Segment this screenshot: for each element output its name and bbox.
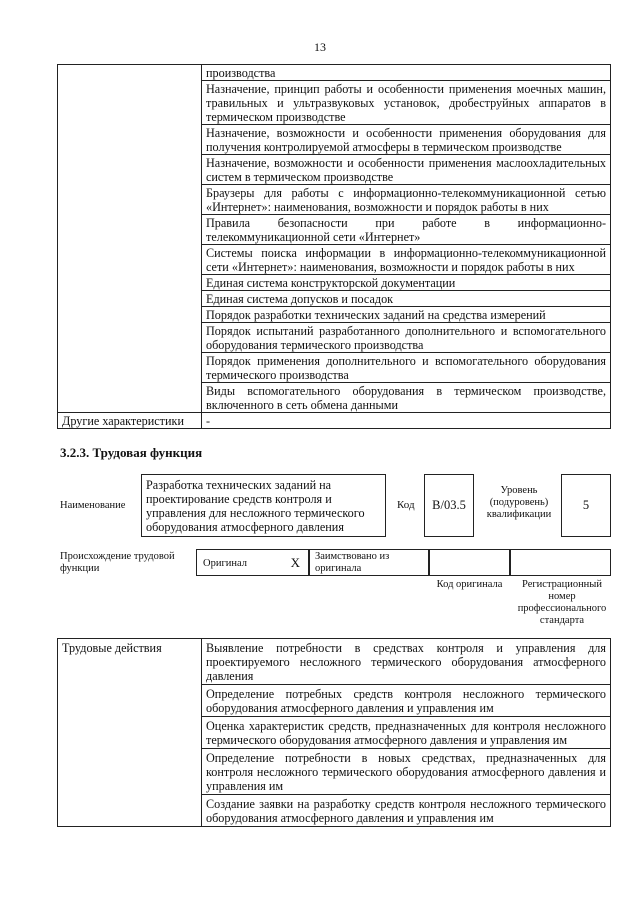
knowledge-item: Браузеры для работы с информационно-телекоммуникационной сетью «Интернет»: наименования, возможности и порядок работы в них <box>202 185 611 215</box>
table-row <box>58 65 611 81</box>
other-characteristics-value: - <box>202 413 611 429</box>
reg-number-label: Регистрационный номер профессионального стандарта <box>517 579 607 626</box>
knowledge-item: Виды вспомогательного оборудования в термическом производстве, включенного в сеть обмена данными <box>202 383 611 413</box>
labor-action-item: Выявление потребности в средствах контроля и управления для проектируемого несложного термического оборудования атмосферного давления <box>202 639 611 685</box>
table-row <box>58 413 611 429</box>
knowledge-item: Порядок разработки технических заданий на средства измерений <box>202 307 611 323</box>
borrowed-box: Заимствовано из оригинала <box>309 549 429 576</box>
original-label: Оригинал <box>203 558 247 569</box>
labor-action-item: Определение потребных средств контроля несложного термического оборудования атмосферного давления и управления им <box>202 685 611 717</box>
knowledge-item: Единая система допусков и посадок <box>202 291 611 307</box>
reg-number-box <box>510 549 611 576</box>
code-label: Код <box>397 499 415 511</box>
knowledge-item: Назначение, возможности и особенности применения оборудования для получения контролируемой атмосферы в термическом производстве <box>202 125 611 155</box>
knowledge-item: Правила безопасности при работе в информационно-телекоммуникационной сети «Интернет» <box>202 215 611 245</box>
qualification-level-label: Уровень (подуровень) квалификации <box>486 485 552 520</box>
knowledge-item: Единая система конструкторской документации <box>202 275 611 291</box>
knowledge-item: Системы поиска информации в информационно-телекоммуникационной сети «Интернет»: наименования, возможности и порядок работы в них <box>202 245 611 275</box>
labor-actions-table <box>57 638 611 827</box>
knowledge-table <box>57 64 611 429</box>
origin-label: Происхождение трудовой функции <box>60 551 175 574</box>
code-original-box <box>429 549 510 576</box>
original-box <box>196 549 309 576</box>
knowledge-item: Порядок испытаний разработанного дополнительного и вспомогательного оборудования термического производства <box>202 323 611 353</box>
knowledge-label-cell <box>58 65 202 413</box>
knowledge-item: Назначение, принцип работы и особенности применения моечных машин, травильных и ультразвуковых установок, дробеструйных аппаратов в термическом производстве <box>202 81 611 125</box>
knowledge-item: производства <box>202 65 611 81</box>
knowledge-item: Назначение, возможности и особенности применения маслоохладительных систем в термическом производстве <box>202 155 611 185</box>
code-value-box: В/03.5 <box>424 474 474 537</box>
labor-action-item: Оценка характеристик средств, предназначенных для контроля несложного термического оборудования атмосферного давления и управления им <box>202 717 611 749</box>
labor-action-item: Создание заявки на разработку средств контроля несложного термического оборудования атмосферного давления и управления им <box>202 795 611 827</box>
original-mark: X <box>290 555 300 570</box>
labor-action-item: Определение потребности в новых средствах, предназначенных для контроля несложного термического оборудования атмосферного давления и управления им <box>202 749 611 795</box>
name-label: Наименование <box>60 500 126 511</box>
function-name-box: Разработка технических заданий на проектирование средств контроля и управления для несложного термического оборудования атмосферного давления <box>141 474 386 537</box>
qualification-level-box: 5 <box>561 474 611 537</box>
page-number: 13 <box>314 40 326 54</box>
other-characteristics-label: Другие характеристики <box>58 413 202 429</box>
table-row <box>58 639 611 685</box>
labor-actions-label: Трудовые действия <box>58 639 202 827</box>
section-heading: 3.2.3. Трудовая функция <box>60 445 203 460</box>
knowledge-item: Порядок применения дополнительного и вспомогательного оборудования термического производства <box>202 353 611 383</box>
code-original-label: Код оригинала <box>436 579 503 590</box>
